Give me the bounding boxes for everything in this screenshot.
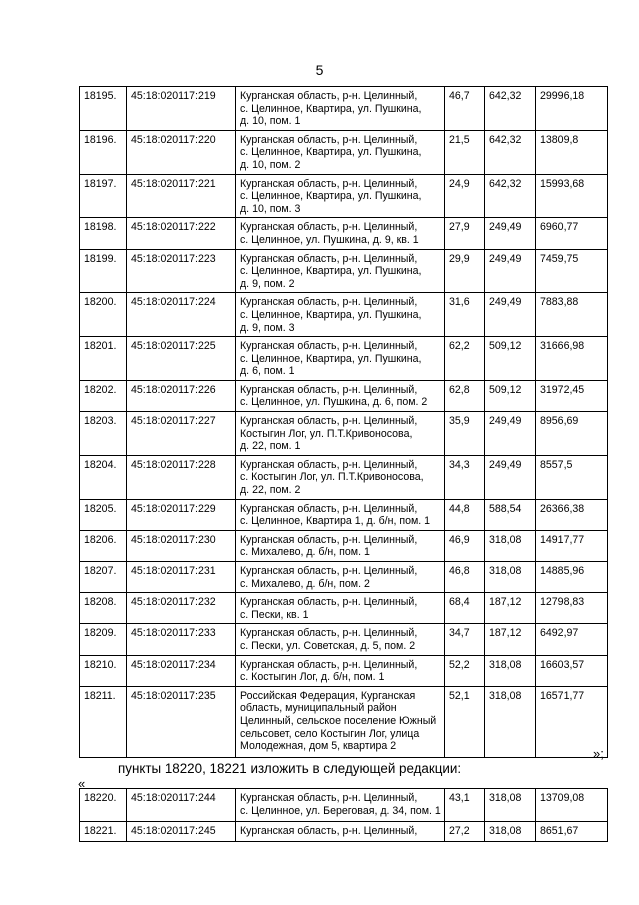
address-line: Курганская область, р-н. Целинный, xyxy=(240,792,418,804)
table-row xyxy=(80,174,608,218)
address-cell xyxy=(236,218,445,249)
table-row xyxy=(80,562,608,593)
address-line: с. Михалево, д. б/н, пом. 1 xyxy=(240,546,370,559)
row-number-cell: 18210. xyxy=(80,655,127,686)
area-cell: 52,1 xyxy=(445,686,485,757)
rate-cell: 642,32 xyxy=(485,87,536,131)
address-cell xyxy=(236,174,445,218)
cadastral-value-cell: 6492,97 xyxy=(536,624,608,655)
address-cell xyxy=(236,293,445,337)
rate-cell: 187,12 xyxy=(485,593,536,624)
area-cell: 43,1 xyxy=(445,789,485,822)
cadastral-value-cell: 14885,96 xyxy=(536,562,608,593)
address-line: с. Целинное, Квартира, ул. Пушкина, xyxy=(240,102,422,115)
cadastral-value-cell: 29996,18 xyxy=(536,87,608,131)
address-line: Курганская область, р-н. Целинный, xyxy=(240,658,418,671)
address-line: Курганская область, р-н. Целинный, xyxy=(240,533,418,546)
cadastral-value-cell: 7883,88 xyxy=(536,293,608,337)
cadastral-value-cell: 16603,57 xyxy=(536,655,608,686)
address-line: Курганская область, р-н. Целинный, xyxy=(240,296,418,309)
page-number: 5 xyxy=(315,62,324,78)
address-line: Курганская область, р-н. Целинный, xyxy=(240,340,418,353)
address-line: Курганская область, р-н. Целинный, xyxy=(240,177,418,190)
cadastral-table xyxy=(79,86,608,758)
rate-cell: 509,12 xyxy=(485,380,536,411)
cadastral-value-cell: 31666,98 xyxy=(536,337,608,381)
address-line: Курганская область, р-н. Целинный, xyxy=(240,383,418,396)
rate-cell: 187,12 xyxy=(485,624,536,655)
row-number-cell: 18205. xyxy=(80,499,127,530)
rate-cell: 249,49 xyxy=(485,412,536,456)
row-number-cell: 18220. xyxy=(80,789,127,822)
area-cell: 46,9 xyxy=(445,530,485,561)
address-line: с. Целинное, ул. Пушкина, д. 9, кв. 1 xyxy=(240,233,419,246)
cadastral-number-cell: 45:18:020117:230 xyxy=(127,530,236,561)
address-cell xyxy=(236,655,445,686)
address-cell xyxy=(236,822,445,842)
address-line: с. Костыгин Лог, ул. П.Т.Кривоносова, xyxy=(240,471,424,484)
address-cell xyxy=(236,593,445,624)
rate-cell: 318,08 xyxy=(485,562,536,593)
row-number-cell: 18200. xyxy=(80,293,127,337)
row-number-cell: 18221. xyxy=(80,822,127,842)
area-cell: 29,9 xyxy=(445,249,485,293)
table-row xyxy=(80,686,608,757)
cadastral-value-cell: 31972,45 xyxy=(536,380,608,411)
address-line: с. Целинное, ул. Береговая, д. 34, пом. 1 xyxy=(240,804,441,817)
table-row xyxy=(80,130,608,174)
cadastral-number-cell: 45:18:020117:220 xyxy=(127,130,236,174)
cadastral-number-cell: 45:18:020117:232 xyxy=(127,593,236,624)
address-cell xyxy=(236,87,445,131)
area-cell: 21,5 xyxy=(445,130,485,174)
rate-cell: 249,49 xyxy=(485,455,536,499)
address-cell xyxy=(236,499,445,530)
amended-table xyxy=(79,788,608,842)
address-cell xyxy=(236,412,445,456)
cadastral-number-cell: 45:18:020117:227 xyxy=(127,412,236,456)
cadastral-number-cell: 45:18:020117:226 xyxy=(127,380,236,411)
table-row xyxy=(80,624,608,655)
address-line: с. Целинное, Квартира 1, д. б/н, пом. 1 xyxy=(240,515,431,528)
cadastral-number-cell: 45:18:020117:221 xyxy=(127,174,236,218)
area-cell: 31,6 xyxy=(445,293,485,337)
address-cell xyxy=(236,530,445,561)
address-line: д. 10, пом. 3 xyxy=(240,202,301,215)
area-cell: 27,2 xyxy=(445,822,485,842)
row-number-cell: 18196. xyxy=(80,130,127,174)
rate-cell: 509,12 xyxy=(485,337,536,381)
cadastral-number-cell: 45:18:020117:223 xyxy=(127,249,236,293)
address-line: с. Пески, ул. Советская, д. 5, пом. 2 xyxy=(240,639,416,652)
area-cell: 34,7 xyxy=(445,624,485,655)
cadastral-value-cell: 14917,77 xyxy=(536,530,608,561)
address-cell xyxy=(236,130,445,174)
table-row xyxy=(80,293,608,337)
address-line: с. Целинное, Квартира, ул. Пушкина, xyxy=(240,352,422,365)
table-row xyxy=(80,380,608,411)
rate-cell: 318,08 xyxy=(485,822,536,842)
row-number-cell: 18208. xyxy=(80,593,127,624)
area-cell: 44,8 xyxy=(445,499,485,530)
address-line: область, муниципальный район xyxy=(240,702,397,715)
area-cell: 62,2 xyxy=(445,337,485,381)
address-cell xyxy=(236,686,445,757)
address-line: с. Целинное, Квартира, ул. Пушкина, xyxy=(240,146,422,159)
row-number-cell: 18206. xyxy=(80,530,127,561)
table-row xyxy=(80,412,608,456)
address-line: д. 6, пом. 1 xyxy=(240,365,295,378)
rate-cell: 642,32 xyxy=(485,174,536,218)
address-line: д. 10, пом. 1 xyxy=(240,115,301,128)
address-line: с. Целинное, Квартира, ул. Пушкина, xyxy=(240,190,422,203)
address-line: д. 9, пом. 2 xyxy=(240,277,295,290)
address-line: Российская Федерация, Курганская xyxy=(240,689,416,702)
table-row xyxy=(80,530,608,561)
address-line: с. Михалево, д. б/н, пом. 2 xyxy=(240,577,370,590)
row-number-cell: 18211. xyxy=(80,686,127,757)
row-number-cell: 18207. xyxy=(80,562,127,593)
cadastral-value-cell: 13709,08 xyxy=(536,789,608,822)
address-line: с. Целинное, ул. Пушкина, д. 6, пом. 2 xyxy=(240,396,428,409)
table-row xyxy=(80,655,608,686)
area-cell: 46,7 xyxy=(445,87,485,131)
closing-quote: »; xyxy=(593,746,604,761)
address-cell xyxy=(236,562,445,593)
row-number-cell: 18204. xyxy=(80,455,127,499)
cadastral-number-cell: 45:18:020117:234 xyxy=(127,655,236,686)
cadastral-value-cell: 13809,8 xyxy=(536,130,608,174)
table-row xyxy=(80,337,608,381)
address-line: Курганская область, р-н. Целинный, xyxy=(240,415,418,428)
rate-cell: 249,49 xyxy=(485,218,536,249)
cadastral-value-cell: 8956,69 xyxy=(536,412,608,456)
table-row xyxy=(80,87,608,131)
cadastral-number-cell: 45:18:020117:245 xyxy=(127,822,236,842)
cadastral-number-cell: 45:18:020117:225 xyxy=(127,337,236,381)
area-cell: 24,9 xyxy=(445,174,485,218)
row-number-cell: 18197. xyxy=(80,174,127,218)
address-line: Курганская область, р-н. Целинный, xyxy=(240,502,418,515)
address-cell xyxy=(236,380,445,411)
cadastral-number-cell: 45:18:020117:224 xyxy=(127,293,236,337)
address-line: д. 22, пом. 2 xyxy=(240,484,301,497)
rate-cell: 588,54 xyxy=(485,499,536,530)
address-line: Молодежная, дом 5, квартира 2 xyxy=(240,740,397,753)
row-number-cell: 18203. xyxy=(80,412,127,456)
address-line: д. 9, пом. 3 xyxy=(240,321,295,334)
table-row xyxy=(80,789,608,822)
address-cell xyxy=(236,337,445,381)
cadastral-value-cell: 15993,68 xyxy=(536,174,608,218)
cadastral-number-cell: 45:18:020117:231 xyxy=(127,562,236,593)
table-row xyxy=(80,455,608,499)
cadastral-value-cell: 12798,83 xyxy=(536,593,608,624)
row-number-cell: 18195. xyxy=(80,87,127,131)
cadastral-number-cell: 45:18:020117:219 xyxy=(127,87,236,131)
address-line: д. 10, пом. 2 xyxy=(240,158,301,171)
address-cell xyxy=(236,789,445,822)
cadastral-value-cell: 8557,5 xyxy=(536,455,608,499)
rate-cell: 249,49 xyxy=(485,293,536,337)
cadastral-number-cell: 45:18:020117:228 xyxy=(127,455,236,499)
address-cell xyxy=(236,624,445,655)
row-number-cell: 18198. xyxy=(80,218,127,249)
rate-cell: 642,32 xyxy=(485,130,536,174)
address-line: с. Костыгин Лог, д. б/н, пом. 1 xyxy=(240,671,385,684)
cadastral-value-cell: 7459,75 xyxy=(536,249,608,293)
rate-cell: 318,08 xyxy=(485,686,536,757)
cadastral-value-cell: 16571,77 xyxy=(536,686,608,757)
address-line: Курганская область, р-н. Целинный, xyxy=(240,825,418,837)
address-line: д. 22, пом. 1 xyxy=(240,440,301,453)
area-cell: 35,9 xyxy=(445,412,485,456)
table-row xyxy=(80,499,608,530)
cadastral-number-cell: 45:18:020117:233 xyxy=(127,624,236,655)
amendment-instruction: пункты 18220, 18221 изложить в следующей редакции: xyxy=(118,761,462,776)
address-cell xyxy=(236,455,445,499)
address-line: Курганская область, р-н. Целинный, xyxy=(240,90,418,102)
address-line: Курганская область, р-н. Целинный, xyxy=(240,133,418,146)
address-line: сельсовет, село Костыгин Лог, улица xyxy=(240,727,420,740)
row-number-cell: 18201. xyxy=(80,337,127,381)
rate-cell: 318,08 xyxy=(485,789,536,822)
address-line: с. Целинное, Квартира, ул. Пушкина, xyxy=(240,308,422,321)
area-cell: 52,2 xyxy=(445,655,485,686)
area-cell: 27,9 xyxy=(445,218,485,249)
cadastral-number-cell: 45:18:020117:235 xyxy=(127,686,236,757)
table-row xyxy=(80,822,608,842)
row-number-cell: 18202. xyxy=(80,380,127,411)
address-line: Курганская область, р-н. Целинный, xyxy=(240,565,418,577)
address-line: Курганская область, р-н. Целинный, xyxy=(240,458,418,471)
rate-cell: 318,08 xyxy=(485,655,536,686)
cadastral-value-cell: 6960,77 xyxy=(536,218,608,249)
address-line: с. Пески, кв. 1 xyxy=(240,608,309,621)
table-row xyxy=(80,218,608,249)
address-line: с. Целинное, Квартира, ул. Пушкина, xyxy=(240,265,422,278)
address-line: Курганская область, р-н. Целинный, xyxy=(240,596,418,609)
address-line: Курганская область, р-н. Целинный, xyxy=(240,627,418,640)
cadastral-number-cell: 45:18:020117:229 xyxy=(127,499,236,530)
area-cell: 62,8 xyxy=(445,380,485,411)
address-line: Целинный, сельское поселение Южный xyxy=(240,714,437,727)
area-cell: 46,8 xyxy=(445,562,485,593)
opening-quote: « xyxy=(78,776,86,791)
table-row xyxy=(80,249,608,293)
row-number-cell: 18199. xyxy=(80,249,127,293)
table-row xyxy=(80,593,608,624)
rate-cell: 249,49 xyxy=(485,249,536,293)
cadastral-number-cell: 45:18:020117:244 xyxy=(127,789,236,822)
address-line: Курганская область, р-н. Целинный, xyxy=(240,252,418,265)
area-cell: 68,4 xyxy=(445,593,485,624)
area-cell: 34,3 xyxy=(445,455,485,499)
address-cell xyxy=(236,249,445,293)
address-line: Курганская область, р-н. Целинный, xyxy=(240,221,418,234)
address-line: Костыгин Лог, ул. П.Т.Кривоносова, xyxy=(240,427,413,440)
cadastral-value-cell: 26366,38 xyxy=(536,499,608,530)
cadastral-value-cell: 8651,67 xyxy=(536,822,608,842)
cadastral-number-cell: 45:18:020117:222 xyxy=(127,218,236,249)
row-number-cell: 18209. xyxy=(80,624,127,655)
rate-cell: 318,08 xyxy=(485,530,536,561)
